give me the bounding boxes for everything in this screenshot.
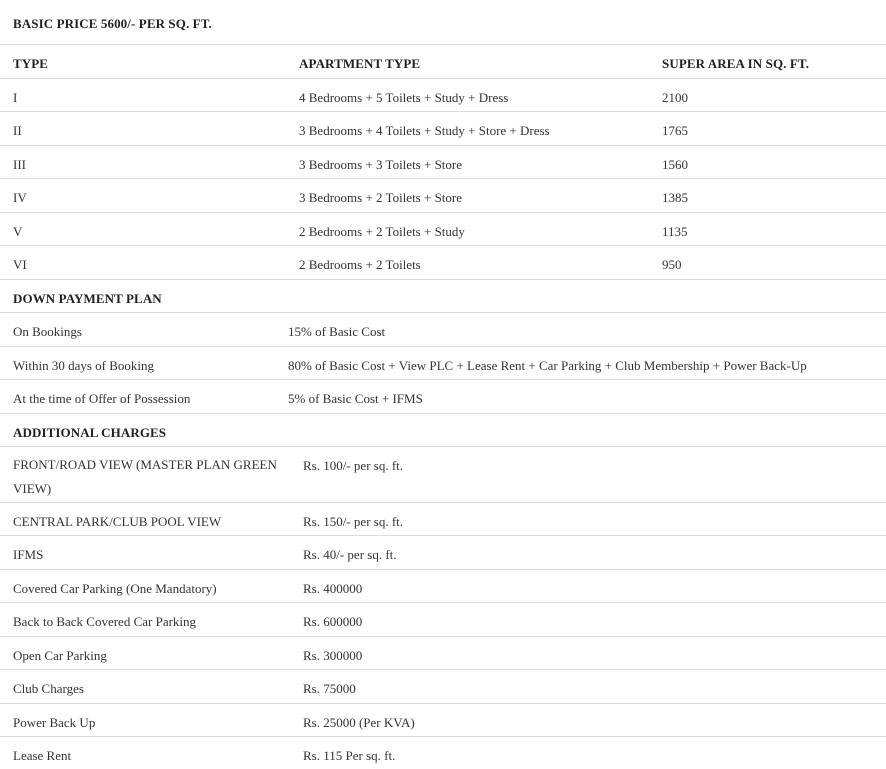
table-row [0, 346, 886, 379]
table-row [0, 312, 886, 346]
page-title: BASIC PRICE 5600/- PER SQ. FT. [13, 16, 212, 31]
charge-item-cell: Covered Car Parking (One Mandatory) [13, 581, 217, 596]
charge-amount-cell: Rs. 115 Per sq. ft. [303, 748, 396, 763]
payment-amount-cell: 5% of Basic Cost + IFMS [288, 391, 423, 406]
charge-item-cell: Power Back Up [13, 715, 96, 730]
table-row [0, 669, 886, 703]
apartment-type-cell: 3 Bedrooms + 3 Toilets + Store [299, 157, 463, 172]
charge-amount-cell: Rs. 40/- per sq. ft. [303, 547, 397, 562]
area-cell: 1385 [662, 190, 688, 205]
payment-amount-cell: 80% of Basic Cost + View PLC + Lease Rent + Car Parking + Club Membership + Power Back-Up [288, 358, 807, 373]
charge-amount-cell: Rs. 100/- per sq. ft. [303, 458, 404, 473]
charge-amount-cell: Rs. 150/- per sq. ft. [303, 514, 404, 529]
apartment-type-cell: 3 Bedrooms + 4 Toilets + Study + Store + Dress [299, 123, 550, 138]
charge-item-cell: Back to Back Covered Car Parking [13, 614, 197, 629]
charge-item-cell: IFMS [13, 547, 44, 562]
charge-amount-cell: Rs. 400000 [303, 581, 363, 596]
area-cell: 1765 [662, 123, 688, 138]
payment-stage-cell: At the time of Offer of Possession [13, 391, 191, 406]
table-row [0, 636, 886, 669]
charge-item-cell: CENTRAL PARK/CLUB POOL VIEW [13, 514, 222, 529]
table-row [0, 446, 886, 502]
table-row [0, 502, 886, 535]
charge-amount-cell: Rs. 600000 [303, 614, 363, 629]
area-cell: 1560 [662, 157, 688, 172]
table-row [0, 535, 886, 569]
table-row [0, 245, 886, 279]
type-cell: II [13, 123, 22, 138]
type-cell: III [13, 157, 26, 172]
payment-amount-cell: 15% of Basic Cost [288, 324, 386, 339]
apartment-type-cell: 4 Bedrooms + 5 Toilets + Study + Dress [299, 90, 509, 105]
section-heading-row [0, 279, 886, 312]
additional-charges-heading: ADDITIONAL CHARGES [13, 425, 167, 440]
table-row [0, 145, 886, 178]
charge-amount-cell: Rs. 75000 [303, 681, 356, 696]
charge-amount-cell: Rs. 25000 (Per KVA) [303, 715, 415, 730]
charge-amount-cell: Rs. 300000 [303, 648, 363, 663]
apartment-table-header [0, 44, 886, 78]
charge-item-cell: Open Car Parking [13, 648, 107, 663]
table-row [0, 736, 886, 768]
type-cell: VI [13, 257, 27, 272]
apartment-type-cell: 3 Bedrooms + 2 Toilets + Store [299, 190, 463, 205]
table-row [0, 379, 886, 413]
down-payment-heading: DOWN PAYMENT PLAN [13, 291, 162, 306]
section-heading-row [0, 413, 886, 446]
apartment-type-cell: 2 Bedrooms + 2 Toilets [299, 257, 421, 272]
charge-item-cell: Lease Rent [13, 748, 72, 763]
table-row [0, 212, 886, 245]
payment-stage-cell: On Bookings [13, 324, 82, 339]
table-row [0, 703, 886, 736]
header-apartment-type: APARTMENT TYPE [299, 56, 421, 71]
table-row [0, 178, 886, 212]
apartment-type-cell: 2 Bedrooms + 2 Toilets + Study [299, 224, 465, 239]
charge-item-cell: Club Charges [13, 681, 84, 696]
header-type: TYPE [13, 56, 49, 71]
table-row [0, 111, 886, 145]
table-row [0, 602, 886, 636]
type-cell: I [13, 90, 18, 105]
area-cell: 2100 [662, 90, 688, 105]
table-row [0, 569, 886, 602]
type-cell: V [13, 224, 23, 239]
charge-item-cell: FRONT/ROAD VIEW (MASTER PLAN GREEN VIEW) [13, 457, 277, 496]
type-cell: IV [13, 190, 27, 205]
header-super-area: SUPER AREA IN SQ. FT. [662, 56, 810, 71]
area-cell: 950 [662, 257, 682, 272]
payment-stage-cell: Within 30 days of Booking [13, 358, 155, 373]
table-row [0, 78, 886, 111]
area-cell: 1135 [662, 224, 688, 239]
